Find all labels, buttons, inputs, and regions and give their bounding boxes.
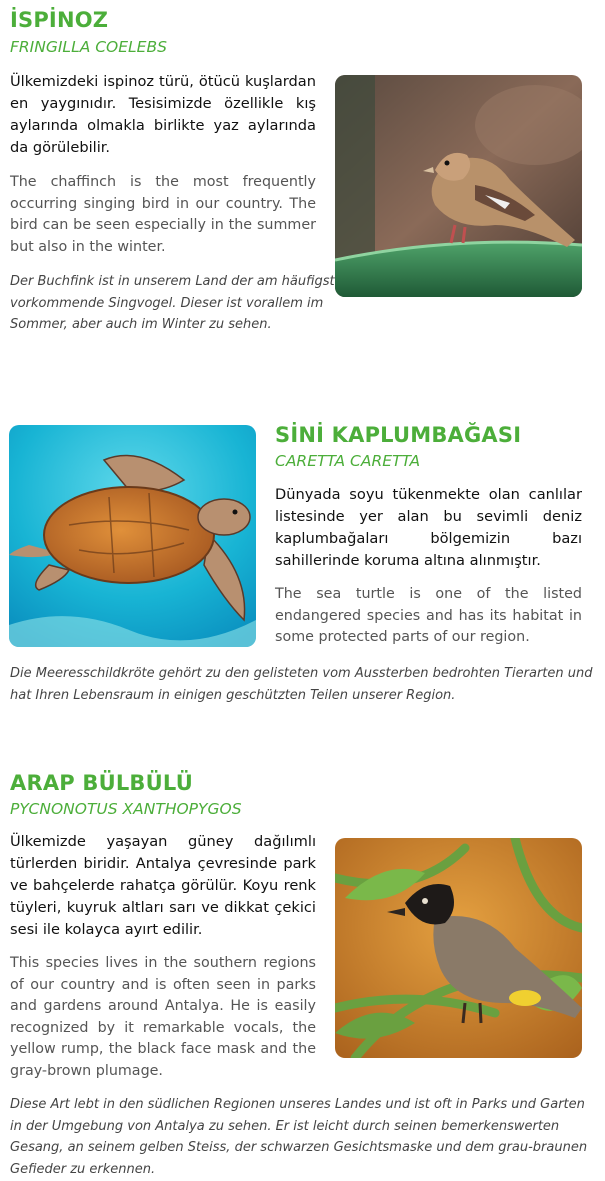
section-3-latin-name: PYCNONOTUS XANTHOPYGOS [10,800,242,818]
section-2-german-text: Die Meeresschildkröte gehört zu den gelisteten vom Aussterben bedrohten Tierarten und hat Ihren Lebensraum in einigen geschützten Teilen unserer Region. [10,666,593,703]
section-2-english-text: The sea turtle is one of the listed endangered species and has its habitat in some protected parts of our region. [275,586,582,645]
chaffinch-photo [335,75,582,297]
section-1-english-text: The chaffinch is the most frequently occurring singing bird in our country. The bird can be seen especially in the summer but also in the winter. [10,174,316,255]
section-1-turkish-text: Ülkemizdeki ispinoz türü, ötücü kuşlardan en yaygınıdır. Tesisimizde özellikle kış aylarında olmakla birlikte yaz aylarında da görülebilir. [10,73,316,156]
section-1-latin-name: FRINGILLA COELEBS [10,38,167,56]
sea-turtle-photo [9,425,256,647]
section-2-turkish-text: Dünyada soyu tükenmekte olan canlılar listesinde yer alan bu sevimli deniz kaplumbağaları bölgemizin bazı sahillerinde koruma altına alınmıştır. [275,486,582,569]
section-3-turkish-text: Ülkemizde yaşayan güney dağılımlı türlerden biridir. Antalya çevresinde park ve bahçelerde rahatça görülür. Koyu renk tüyleri, kuyruk altları sarı ve dikkat çekici sesi ile kolayca ayırt edilir. [10,833,316,938]
section-3-title: ARAP BÜLBÜLÜ [10,771,193,795]
section-1-german-text: Der Buchfink ist in unserem Land der am häufigst vorkommende Singvogel. Dieser ist vorallem im Sommer, aber auch im Winter zu sehen. [10,274,335,332]
section-1-title: İSPİNOZ [10,8,109,32]
bulbul-photo [335,838,582,1058]
section-2-latin-name: CARETTA CARETTA [275,452,421,470]
section-3-german-text: Diese Art lebt in den südlichen Regionen unseres Landes und ist oft in Parks und Garten in der Umgebung von Antalya zu sehen. Er ist leicht durch seinen bemerkenswerten Gesang, an seinem gelben Steiss, der schwarzen Gesichtsmaske und dem grau-braunen Gefieder zu erkennen. [10,1097,588,1177]
section-3-english-text: This species lives in the southern regions of our country and is often seen in parks and gardens around Antalya. He is easily recognized by it remarkable vocals, the yellow rump, the black face mask and the gray-brown plumage. [10,955,316,1079]
section-2-title: SİNİ KAPLUMBAĞASI [275,423,522,447]
